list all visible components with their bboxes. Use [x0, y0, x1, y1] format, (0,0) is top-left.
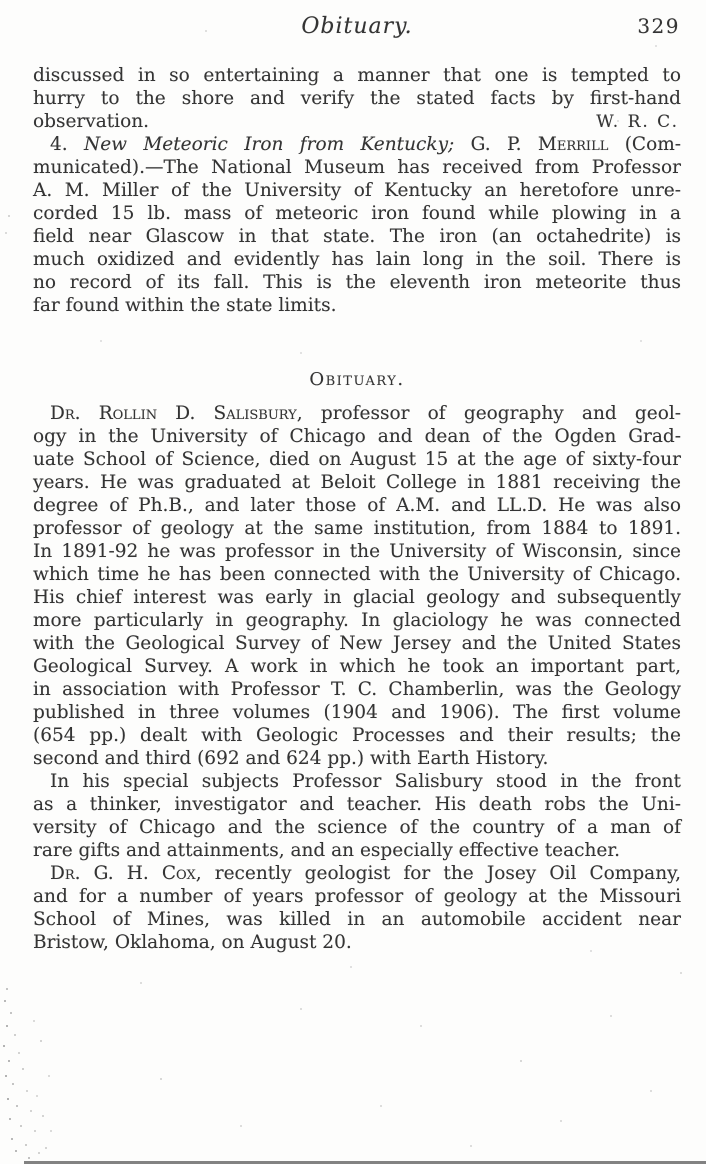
text-line: and for a number of years professor of geology at the Missouri	[33, 886, 681, 907]
text-line: Bristow, Oklahoma, on August 20.	[33, 932, 352, 953]
text-line: municated).—The National Museum has received from Professor	[33, 157, 681, 178]
text-line: School of Mines, was killed in an automobile accident near	[33, 909, 681, 930]
text-line: with the Geological Survey of New Jersey and the United States	[33, 633, 681, 654]
person-name: Dr. G. H. Cox	[50, 863, 196, 884]
text-line: versity of Chicago and the science of the country of a man of	[33, 817, 681, 838]
text-fragment: observation.	[33, 111, 150, 132]
text-line	[33, 110, 681, 134]
text-line	[33, 133, 681, 156]
text-line: published in three volumes (1904 and 1906). The first volume	[33, 702, 681, 723]
text-line: in association with Professor T. C. Chamberlin, was the Geology	[33, 679, 681, 700]
scan-noise-speckles	[0, 0, 2, 2]
author-name: Merrill	[537, 134, 609, 155]
text-line: In 1891-92 he was professor in the University of Wisconsin, since	[33, 541, 681, 562]
text-line: Geological Survey. A work in which he took an important part,	[33, 656, 681, 677]
cox-obituary-paragraph	[33, 862, 681, 954]
author-initials: W. R. C.	[596, 112, 679, 132]
salisbury-obituary-paragraph	[33, 402, 681, 770]
text-line: discussed in so entertaining a manner that one is tempted to	[33, 65, 681, 86]
text-line: as a thinker, investigator and teacher. His death robs the Uni-	[33, 794, 681, 815]
scan-noise-speckles	[0, 0, 2, 2]
obituary-section-heading: Obituary.	[309, 369, 405, 390]
article-title: New Meteoric Iron from Kentucky;	[84, 134, 455, 155]
text-line: far found within the state limits.	[33, 295, 337, 316]
item-number: 4.	[50, 134, 68, 155]
person-name: Dr. Rollin D. Salisbury	[50, 403, 297, 424]
text-line: years. He was graduated at Beloit College in 1881 receiving the	[33, 472, 681, 493]
meteoric-iron-paragraph	[33, 133, 681, 317]
text-line: A. M. Miller of the University of Kentucky an heretofore unre-	[33, 180, 681, 201]
text-line: hurry to the shore and verify the stated facts by first-hand	[33, 88, 681, 109]
text-line: (654 pp.) dealt with Geologic Processes and their results; the	[33, 725, 681, 746]
text-line	[33, 402, 681, 425]
text-line: degree of Ph.B., and later those of A.M. and LL.D. He was also	[33, 495, 681, 516]
article-continuation-paragraph	[33, 64, 681, 134]
text-line: uate School of Science, died on August 15 at the age of sixty-four	[33, 449, 681, 470]
text-line: no record of its fall. This is the eleventh iron meteorite thus	[33, 272, 681, 293]
text-line: rare gifts and attainments, and an especially effective teacher.	[33, 840, 621, 861]
text-line: professor of geology at the same institution, from 1884 to 1891.	[33, 518, 681, 539]
text-fragment: , professor of geography and geol-	[296, 403, 681, 424]
text-line: corded 15 lb. mass of meteoric iron found while plowing in a	[33, 203, 681, 224]
text-line: second and third (692 and 624 pp.) with Earth History.	[33, 748, 549, 769]
text-line: ogy in the University of Chicago and dean of the Ogden Grad-	[33, 426, 681, 447]
text-line: which time he has been connected with the University of Chicago.	[33, 564, 681, 585]
page-number: 329	[637, 14, 680, 38]
text-line: His chief interest was early in glacial geology and subsequently	[33, 587, 681, 608]
text-line: field near Glascow in that state. The iron (an octahedrite) is	[33, 226, 681, 247]
text-line: much oxidized and evidently has lain long in the soil. There is	[33, 249, 681, 270]
running-title: Obituary.	[301, 14, 413, 39]
salisbury-tribute-paragraph	[33, 770, 681, 862]
text-fragment: (Com-	[624, 134, 682, 155]
text-line: In his special subjects Professor Salisbury stood in the front	[50, 771, 681, 792]
text-fragment: , recently geologist for the Josey Oil Company,	[195, 863, 681, 884]
text-line: more particularly in geography. In glaciology he was connected	[33, 610, 681, 631]
text-line	[33, 862, 681, 885]
author-initials: G. P.	[470, 134, 522, 155]
